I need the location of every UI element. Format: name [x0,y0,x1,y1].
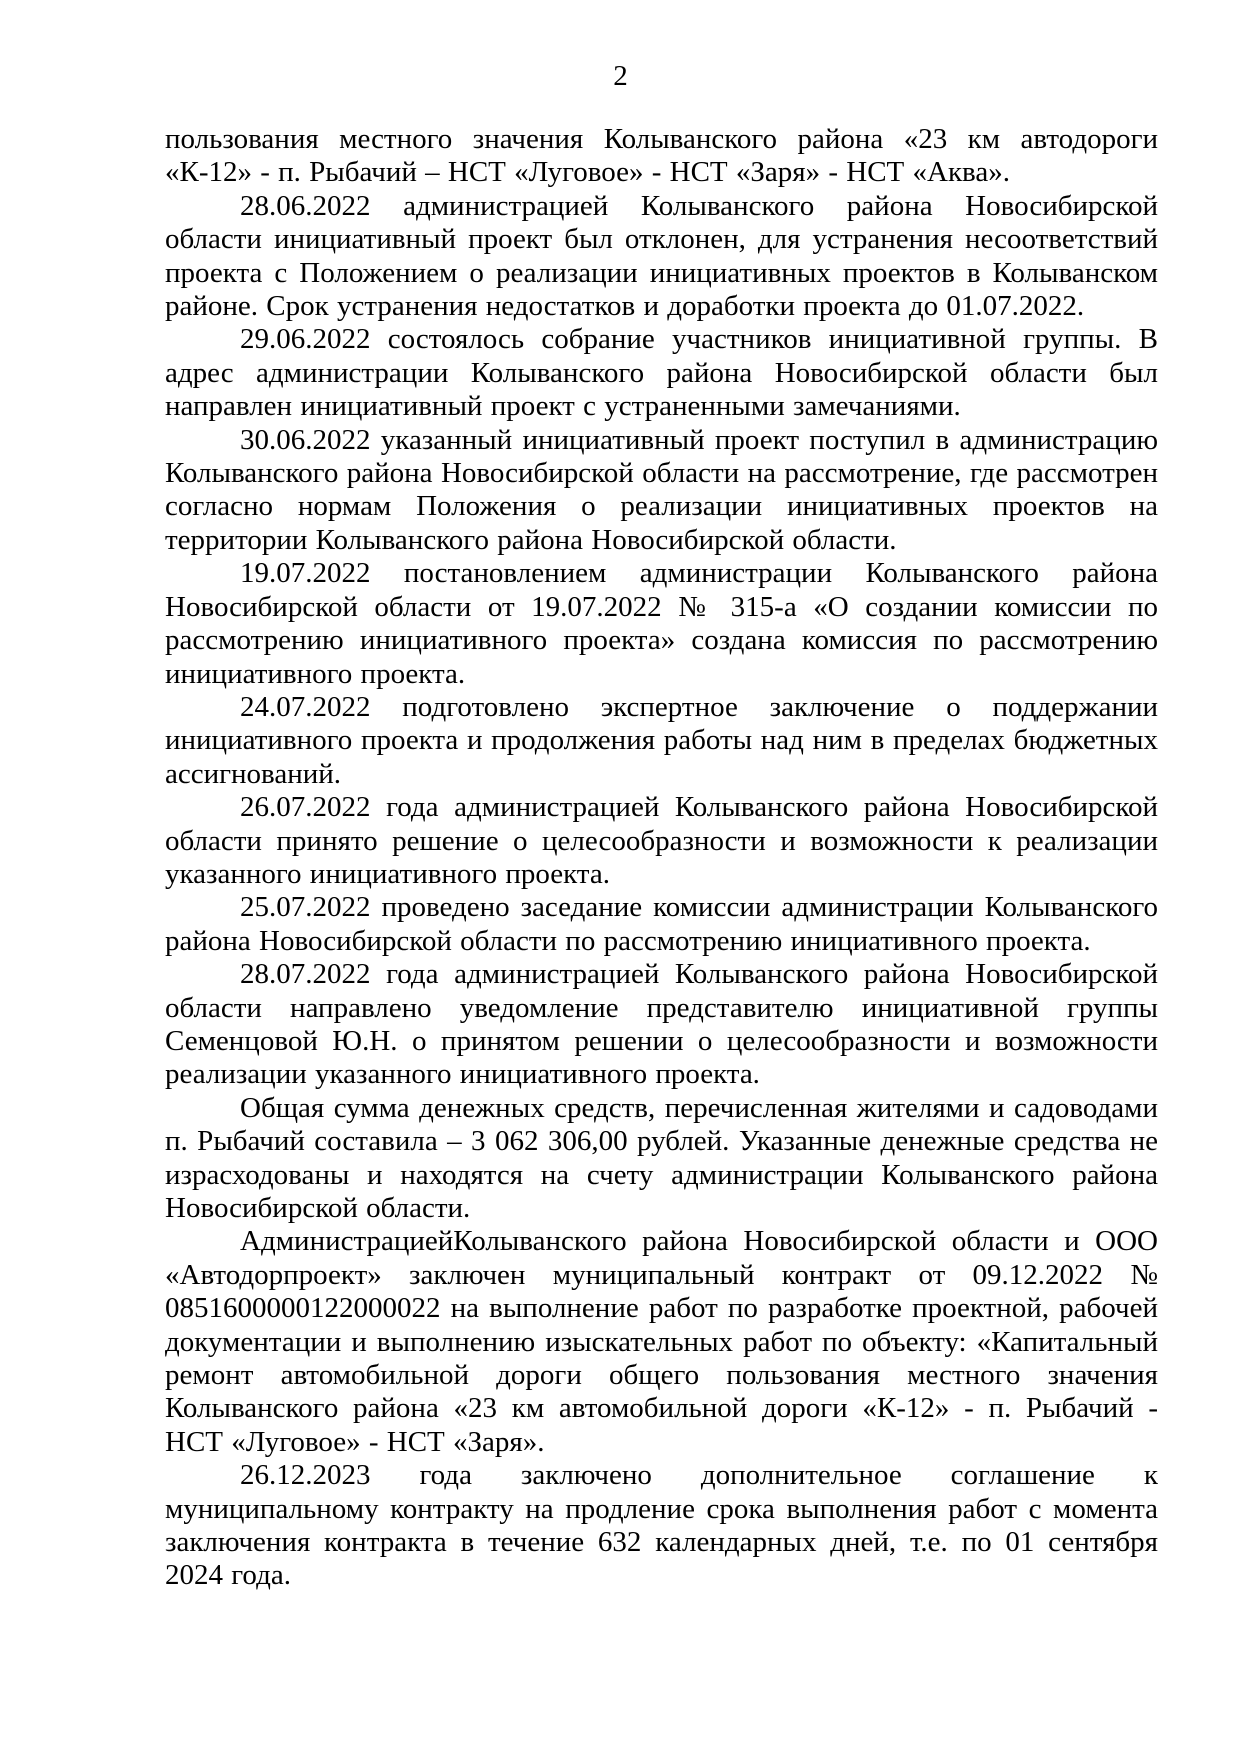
paragraph: 29.06.2022 состоялось собрание участников инициативной группы. В адрес администрации Колыванского района Новосибирской области был направлен инициативный проект с устраненными замечаниями. [165,323,1158,423]
paragraph: 30.06.2022 указанный инициативный проект поступил в администрацию Колыванского района Новосибирской области на рассмотрение, где рассмотрен согласно нормам Положения о реализации инициативных проектов на территории Колыванского района Новосибирской области. [165,423,1158,556]
paragraph: пользования местного значения Колыванского района «23 км автодороги «К-12» - п. Рыбачий – НСТ «Луговое» - НСТ «Заря» - НСТ «Аква». [165,123,1158,189]
paragraph: Общая сумма денежных средств, перечисленная жителями и садоводами п. Рыбачий составила – 3 062 306,00 рублей. Указанные денежные средства не израсходованы и находятся на счету администрации Колыванского района Новосибирской области. [165,1091,1158,1224]
paragraph: АдминистрациейКолыванского района Новосибирской области и ООО «Автодорпроект» заключен муниципальный контракт от 09.12.2022 № 0851600000122000022 на выполнение работ по разработке проектной, рабочей документации и выполнению изыскательных работ по объекту: «Капитальный ремонт автомобильной дороги общего пользования местного значения Колыванского района «23 км автомобильной дороги «К-12» - п. Рыбачий - НСТ «Луговое» - НСТ «Заря». [165,1225,1158,1458]
paragraph: 26.07.2022 года администрацией Колыванского района Новосибирской области принято решение о целесообразности и возможности к реализации указанного инициативного проекта. [165,791,1158,890]
page-number: 2 [613,60,628,92]
paragraph: 24.07.2022 подготовлено экспертное заключение о поддержании инициативного проекта и продолжения работы над ним в пределах бюджетных ассигнований. [165,690,1158,790]
document-body [165,123,1158,1593]
paragraph: 26.12.2023 года заключено дополнительное соглашение к муниципальному контракту на продление срока выполнения работ с момента заключения контракта в течение 632 календарных дней, т.е. по 01 сентября 2024 года. [165,1459,1158,1592]
paragraph: 19.07.2022 постановлением администрации Колыванского района Новосибирской области от 19.07.2022 № 315-а «О создании комиссии по рассмотрению инициативного проекта» создана комиссия по рассмотрению инициативного проекта. [165,557,1158,690]
paragraph: 28.06.2022 администрацией Колыванского района Новосибирской области инициативный проект был отклонен, для устранения несоответствий проекта с Положением о реализации инициативных проектов в Колыванском районе. Срок устранения недостатков и доработки проекта до 01.07.2022. [165,189,1158,323]
paragraph: 28.07.2022 года администрацией Колыванского района Новосибирской области направлено уведомление представителю инициативной группы Семенцовой Ю.Н. о принятом решении о целесообразности и возможности реализации указанного инициативного проекта. [165,958,1158,1091]
paragraph: 25.07.2022 проведено заседание комиссии администрации Колыванского района Новосибирской области по рассмотрению инициативного проекта. [165,891,1158,957]
